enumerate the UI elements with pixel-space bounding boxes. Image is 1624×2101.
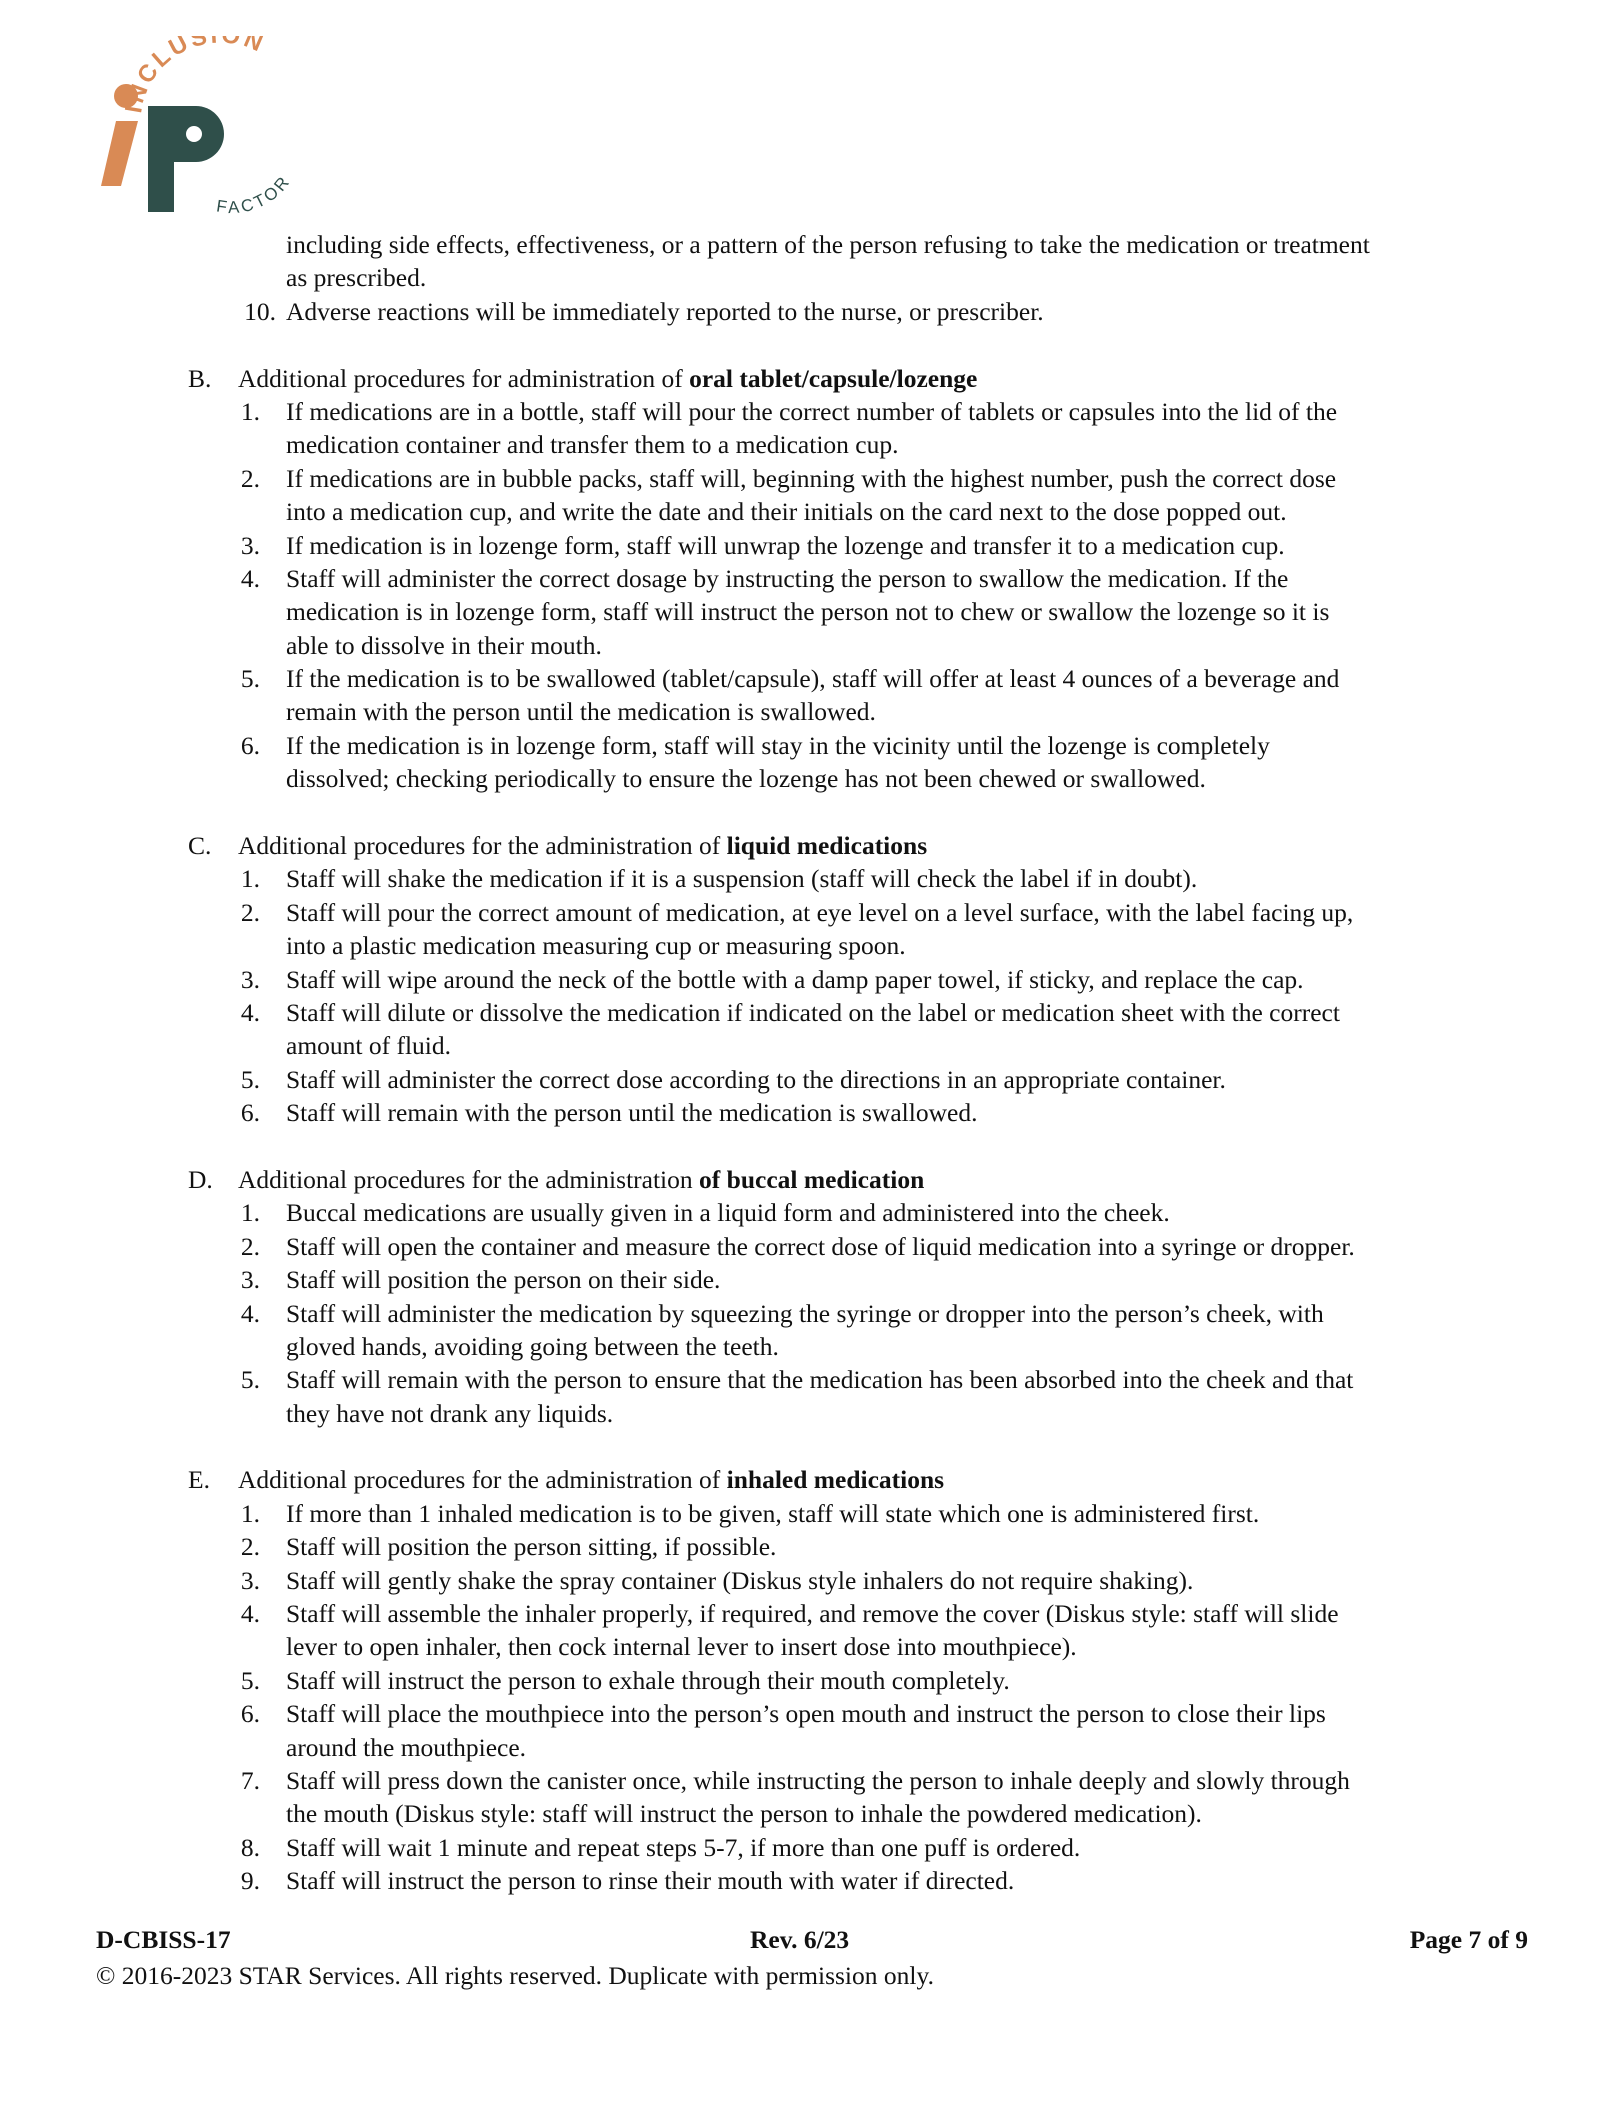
item-text: Staff will administer the correct dose according to the directions in an appropriate container.: [286, 1064, 1226, 1094]
item-text: Buccal medications are usually given in a liquid form and administered into the cheek.: [286, 1198, 1170, 1228]
item-text: If medication is in lozenge form, staff will unwrap the lozenge and transfer it to a medication cup.: [286, 530, 1285, 560]
section-title: [238, 1463, 944, 1496]
item-text: Staff will pour the correct amount of medication, at eye level on a level surface, with the label facing up,: [286, 897, 1354, 927]
item-text: Staff will position the person sitting, if possible.: [286, 1532, 777, 1562]
item-text: medication is in lozenge form, staff will instruct the person not to chew or swallow the lozenge so it is: [286, 597, 1330, 627]
list-item: [0, 1831, 1624, 1864]
item-number: 3.: [240, 1265, 260, 1295]
list-item: [0, 395, 1624, 428]
list-item: [0, 1096, 1624, 1129]
item-text: Staff will dilute or dissolve the medication if indicated on the label or medication sheet with the correct: [286, 997, 1340, 1027]
item-text: If the medication is to be swallowed (tablet/capsule), staff will offer at least 4 ounces of a beverage and: [286, 664, 1340, 694]
svg-text:INCLUSION: INCLUS N: [120, 36, 270, 116]
list-item: [0, 1697, 1624, 1730]
item-number: 7.: [240, 1765, 260, 1795]
item-number: 3.: [240, 1565, 260, 1595]
list-item: [0, 1764, 1624, 1797]
item-number: 3.: [240, 530, 260, 560]
section-intro: Additional procedures for administration of: [238, 363, 690, 393]
item-text: Staff will administer the correct dosage by instructing the person to swallow the medication. If the: [286, 563, 1289, 593]
body-text: including side effects, effectiveness, or a pattern of the person refusing to take the medication or treatment: [286, 230, 1370, 259]
section-heading: [0, 829, 1624, 862]
item-text: amount of fluid.: [286, 1031, 452, 1061]
list-item-continuation: [0, 1731, 1624, 1764]
continuation-line: [0, 228, 1624, 261]
item-text: Staff will position the person on their side.: [286, 1265, 721, 1295]
item-text: into a plastic medication measuring cup or measuring spoon.: [286, 931, 906, 961]
item-text: Staff will wait 1 minute and repeat steps 5-7, if more than one puff is ordered.: [286, 1832, 1081, 1862]
section-letter: B.: [188, 363, 212, 393]
inclusion-factor-logo: [96, 36, 306, 226]
list-item-continuation: [0, 1029, 1624, 1062]
item-text: Staff will open the container and measure the correct dose of liquid medication into a syringe or dropper.: [286, 1231, 1355, 1261]
item-number: 1.: [240, 1498, 260, 1528]
list-item: [0, 1664, 1624, 1697]
list-item-continuation: [0, 1397, 1624, 1430]
list-item: [0, 1497, 1624, 1530]
section-spacer: [0, 1430, 1624, 1463]
list-item-continuation: [0, 1630, 1624, 1663]
item-text: able to dissolve in their mouth.: [286, 630, 602, 660]
list-item-continuation: [0, 595, 1624, 628]
list-item: [0, 295, 1624, 328]
item-text: If more than 1 inhaled medication is to be given, staff will state which one is administered first.: [286, 1498, 1260, 1528]
item-text: lever to open inhaler, then cock internal lever to insert dose into mouthpiece).: [286, 1632, 1077, 1662]
item-text: around the mouthpiece.: [286, 1732, 527, 1762]
list-item: [0, 1597, 1624, 1630]
item-number: 1.: [240, 1198, 260, 1228]
item-text: Staff will shake the medication if it is a suspension (staff will check the label if in doubt).: [286, 864, 1198, 894]
item-number: 2.: [240, 1532, 260, 1562]
list-item: [0, 1363, 1624, 1396]
section-topic: of buccal medication: [699, 1164, 925, 1194]
list-item: [0, 996, 1624, 1029]
section-spacer: [0, 1130, 1624, 1163]
section-intro: Additional procedures for the administration of: [238, 831, 727, 861]
item-number: 1.: [240, 864, 260, 894]
item-number: 2.: [240, 463, 260, 493]
copyright-notice: © 2016-2023 STAR Services. All rights reserved. Duplicate with permission only.: [96, 1961, 934, 1990]
section-title: [238, 1163, 924, 1196]
item-number: 6.: [240, 730, 260, 760]
logo-p-stem: [148, 106, 174, 212]
list-item-continuation: [0, 428, 1624, 461]
item-number: 5.: [240, 1365, 260, 1395]
list-item-continuation: [0, 762, 1624, 795]
item-text: Staff will press down the canister once, while instructing the person to inhale deeply and slowly through: [286, 1765, 1350, 1795]
list-item: [0, 662, 1624, 695]
list-item: [0, 1864, 1624, 1897]
item-number: 4.: [240, 1298, 260, 1328]
section-letter: E.: [188, 1465, 210, 1495]
list-item: [0, 1564, 1624, 1597]
section-spacer: [0, 796, 1624, 829]
section-topic: liquid medications: [726, 831, 928, 861]
item-number: 8.: [240, 1832, 260, 1862]
item-text: Staff will place the mouthpiece into the person’s open mouth and instruct the person to close their lips: [286, 1699, 1326, 1729]
item-text: Staff will gently shake the spray container (Diskus style inhalers do not require shaking).: [286, 1565, 1194, 1595]
item-text: Staff will remain with the person to ensure that the medication has been absorbed into the cheek and that: [286, 1365, 1354, 1395]
list-item: [0, 1263, 1624, 1296]
item-text: If the medication is in lozenge form, staff will stay in the vicinity until the lozenge is completely: [286, 730, 1270, 760]
list-item: [0, 729, 1624, 762]
item-number: 2.: [240, 1231, 260, 1261]
body-text: as prescribed.: [286, 263, 427, 293]
section-heading: [0, 1463, 1624, 1496]
section-heading: [0, 362, 1624, 395]
list-item-continuation: [0, 629, 1624, 662]
section-intro: Additional procedures for the administration: [238, 1164, 700, 1194]
item-number: 1.: [240, 396, 260, 426]
page-number: Page 7 of 9: [1409, 1925, 1528, 1954]
item-number: 5.: [240, 1665, 260, 1695]
document-body: [0, 228, 1624, 1898]
item-text: Staff will administer the medication by squeezing the syringe or dropper into the person’s cheek, with: [286, 1298, 1324, 1328]
item-number: 4.: [240, 997, 260, 1027]
item-text: medication container and transfer them to a medication cup.: [286, 430, 899, 460]
revision-label: Rev. 6/23: [750, 1925, 850, 1954]
section-title: [238, 362, 977, 395]
section-topic: inhaled medications: [726, 1465, 945, 1495]
item-number: 4.: [240, 1599, 260, 1629]
list-item: [0, 1297, 1624, 1330]
section-title: [238, 829, 927, 862]
logo-i-stem: [101, 121, 138, 186]
item-text: Staff will instruct the person to exhale through their mouth completely.: [286, 1665, 1010, 1695]
item-number: 2.: [240, 897, 260, 927]
list-item-continuation: [0, 695, 1624, 728]
section-spacer: [0, 328, 1624, 361]
item-text: Staff will wipe around the neck of the bottle with a damp paper towel, if sticky, and replace the cap.: [286, 964, 1304, 994]
svg-text:FACTOR: FACTOR: [215, 171, 295, 218]
item-text: If medications are in bubble packs, staff will, beginning with the highest number, push the correct dose: [286, 463, 1337, 493]
section-intro: Additional procedures for the administration of: [238, 1465, 727, 1495]
item-number: 3.: [240, 964, 260, 994]
section-heading: [0, 1163, 1624, 1196]
list-item-continuation: [0, 1330, 1624, 1363]
list-item: [0, 1063, 1624, 1096]
section-topic: oral tablet/capsule/lozenge: [689, 363, 978, 393]
continuation-line: [0, 261, 1624, 294]
item-text: If medications are in a bottle, staff will pour the correct number of tablets or capsules into the lid of the: [286, 396, 1338, 426]
item-text: they have not drank any liquids.: [286, 1398, 614, 1428]
item-text: the mouth (Diskus style: staff will instruct the person to inhale the powdered medication).: [286, 1799, 1202, 1829]
document-id: D-CBISS-17: [96, 1925, 231, 1954]
item-number: 10.: [244, 296, 276, 326]
list-item-continuation: [0, 495, 1624, 528]
item-number: 5.: [240, 664, 260, 694]
list-item-continuation: [0, 929, 1624, 962]
list-item: [0, 896, 1624, 929]
list-item-continuation: [0, 1797, 1624, 1830]
list-item: [0, 862, 1624, 895]
section-letter: D.: [188, 1164, 213, 1194]
item-text: remain with the person until the medication is swallowed.: [286, 697, 876, 727]
item-text: gloved hands, avoiding going between the teeth.: [286, 1331, 779, 1361]
item-text: into a medication cup, and write the date and their initials on the card next to the dose popped out.: [286, 497, 1287, 527]
item-text: dissolved; checking periodically to ensure the lozenge has not been chewed or swallowed.: [286, 764, 1206, 794]
list-item: [0, 963, 1624, 996]
body-text: Adverse reactions will be immediately reported to the nurse, or prescriber.: [286, 296, 1044, 326]
list-item: [0, 1196, 1624, 1229]
item-number: 5.: [240, 1064, 260, 1094]
list-item: [0, 1530, 1624, 1563]
list-item: [0, 562, 1624, 595]
item-number: 6.: [240, 1699, 260, 1729]
item-number: 4.: [240, 563, 260, 593]
sections-container: [0, 328, 1624, 1897]
item-text: Staff will assemble the inhaler properly, if required, and remove the cover (Diskus style: staff will slide: [286, 1599, 1339, 1629]
list-item: [0, 462, 1624, 495]
list-item: [0, 529, 1624, 562]
list-item: [0, 1230, 1624, 1263]
item-number: 9.: [240, 1866, 260, 1896]
item-text: Staff will remain with the person until the medication is swallowed.: [286, 1098, 978, 1128]
section-letter: C.: [188, 831, 212, 861]
item-text: Staff will instruct the person to rinse their mouth with water if directed.: [286, 1866, 1015, 1896]
item-number: 6.: [240, 1098, 260, 1128]
